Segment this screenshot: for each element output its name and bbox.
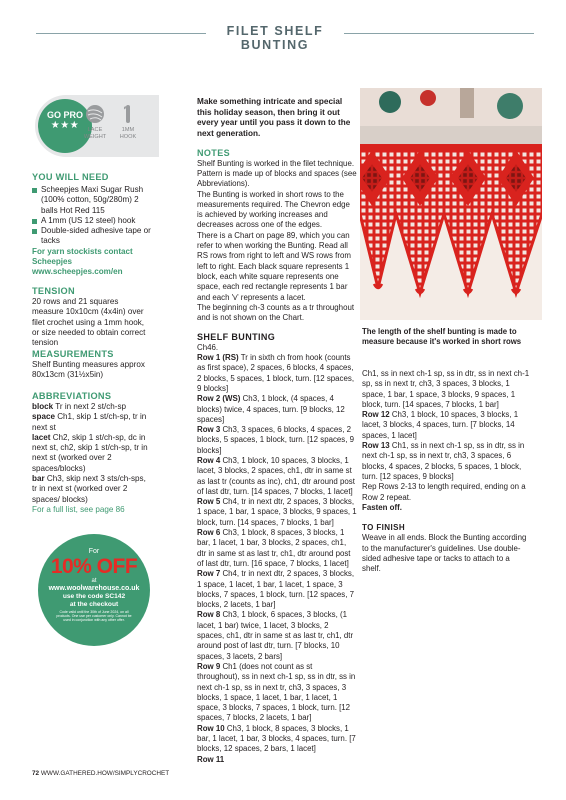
- pattern-row: [197, 610, 357, 661]
- hook-size-info: [109, 104, 147, 141]
- row-label: Row 8: [197, 610, 221, 620]
- yarn-ball-icon: [85, 104, 105, 124]
- row-label: Row 3: [197, 425, 221, 435]
- hook-size-label-1: 1MM: [121, 127, 135, 133]
- tension-text: 20 rows and 21 squares measure 10x10cm (4x4in) over filet crochet using a 1mm hook, or size needed to obtain correct tension: [32, 297, 146, 348]
- bunting-illustration: [360, 88, 542, 320]
- pattern-row: [197, 456, 357, 497]
- discount-offer: [38, 534, 150, 646]
- footer-url[interactable]: WWW.GATHERED.HOW/SIMPLYCROCHET: [40, 770, 170, 777]
- notes-paragraph: Shelf Bunting is worked in the filet technique. Pattern is made up of blocks and spaces (see Abbreviations).: [197, 158, 357, 189]
- row-text: Ch1, ss in next ch-1 sp, ss in dtr, ss in next ch-1 sp, ss in next tr, ch3, 3 spaces, 6 blocks, 4 spaces, 2 blocks, 5 spaces, 1 block, turn. [12 spaces, 9 blocks]: [362, 441, 525, 481]
- row-text-continued: Ch1, ss in next ch-1 sp, ss in dtr, ss in next ch-1 sp, ss in next tr, ch3, 3 spaces, 3 blocks, 1 space, 1 bar, 1 space, 3 blocks, 9 spaces, 1 block, turn. [14 spaces, 7 blocks, 1 bar]: [362, 369, 530, 409]
- star-icons: ★★★: [50, 120, 80, 131]
- abbreviation-item: [32, 433, 152, 474]
- row-text: Ch3, 1 block, (4 spaces, 4 blocks) twice, 4 spaces, turn. [9 blocks, 12 spaces]: [197, 394, 345, 424]
- fasten-off: Fasten off.: [362, 502, 402, 512]
- page-number: 72: [32, 770, 40, 777]
- materials-section: [32, 172, 152, 278]
- skill-level-label: GO PRO: [46, 110, 83, 120]
- row-label: Row 13: [362, 441, 390, 451]
- pattern-repeat: Rep Rows 2-13 to length required, ending on a Row 2 repeat.: [362, 482, 526, 502]
- pattern-heading: SHELF BUNTING: [197, 332, 276, 343]
- pattern-row: [362, 410, 530, 441]
- row-label: Row 10: [197, 723, 225, 733]
- row-label: Row 6: [197, 528, 221, 538]
- watermark: PassionForum.ru: [462, 782, 541, 793]
- finish-text: Weave in all ends. Block the Bunting according to the manufacturer's guidelines. Use double-sided adhesive tape or tacks to attach to a shelf.: [362, 533, 527, 574]
- abbreviation-def: Ch3, skip next 3 sts/ch-sps, tr in next st (worked over 2 spaces/ blocks): [32, 474, 146, 504]
- pattern-row: [197, 724, 357, 755]
- row-text: Ch4, tr in next dtr, 2 spaces, 3 blocks, 1 space, 1 lacet, 1 bar, 1 lacet, 1 space, 3 blocks, 7 spaces, 1 block, turn. [12 spaces, 7 blocks, 2 lacets, 1 bar]: [197, 569, 355, 610]
- notes-paragraph: The beginning ch-3 counts as a tr throughout and is not shown on the Chart.: [197, 302, 355, 323]
- abbreviation-term: lacet: [32, 432, 51, 442]
- row-label: Row 11: [197, 755, 225, 764]
- finish-heading: TO FINISH: [362, 523, 406, 533]
- offer-checkout: at the checkout: [69, 601, 119, 608]
- abbreviation-def: Tr in next 2 st/ch-sp: [55, 402, 127, 411]
- header-rule-left: [36, 33, 206, 34]
- intro-text: Make something intricate and special this holiday season, then bring it out every year until you pass it down to the next generation.: [197, 97, 351, 138]
- row-11-start: [197, 755, 357, 765]
- row-label: Row 5: [197, 497, 221, 507]
- offer-site[interactable]: www.woolwarehouse.co.uk: [48, 585, 140, 592]
- yarn-weight-label-2: WEIGHT: [83, 134, 107, 140]
- pattern-row: [197, 425, 357, 456]
- main-column: [197, 97, 357, 755]
- row-text: Ch3, 1 block, 10 spaces, 3 blocks, 1 lacet, 3 blocks, 4 spaces, turn. [7 blocks, 14 spaces, 1 lacet]: [362, 410, 519, 440]
- page-footer: [32, 770, 169, 777]
- row-text: Ch3, 3 spaces, 6 blocks, 4 spaces, 2 blocks, 5 spaces, 1 block, turn. [12 spaces, 9 blocks]: [197, 425, 355, 455]
- offer-for: For: [88, 548, 100, 555]
- notes-heading: NOTES: [197, 148, 231, 159]
- notes-paragraph: There is a Chart on page 89, which you can refer to when working the Bunting. Read all RS rows from right to left and WS rows from left to right. Each black square represents 1 block, each white square represents one space, each red rectangle represents 1 bar and each 'v' represents a lacet.: [197, 230, 351, 302]
- hook-size-label-2: HOOK: [119, 134, 137, 140]
- offer-at: at: [91, 578, 97, 584]
- pattern-row: [197, 528, 357, 569]
- abbreviations-section: [32, 391, 152, 515]
- header-rule-right: [344, 33, 534, 34]
- pattern-continued: [362, 369, 530, 575]
- page-title: FILET SHELF BUNTING: [226, 24, 324, 52]
- row-text: Tr in sixth ch from hook (counts as first space), 2 spaces, 6 blocks, 4 spaces, 2 blocks, 5 spaces, 1 block, turn. [12 spaces, 9 blocks]: [197, 353, 355, 393]
- yarn-weight-label-1: LACE: [87, 127, 103, 133]
- abbreviation-item: [32, 474, 152, 505]
- abbreviation-item: [32, 402, 152, 412]
- photo-caption: The length of the shelf bunting is made to measure because it's worked in short rows: [362, 327, 522, 346]
- row-label: Row 7: [197, 569, 221, 579]
- offer-code: use the code SC142: [62, 593, 126, 600]
- stockists-brand: Scheepjes: [32, 257, 73, 267]
- abbreviation-item: [32, 412, 152, 433]
- row-label: Row 9: [197, 661, 221, 671]
- row-text: Ch3, 1 block, 10 spaces, 3 blocks, 1 lacet, 3 blocks, 2 spaces, ch1, dtr in same st as last tr (counts as inc), ch1, dtr around post of last dtr, turn. [14 spaces, 7 blocks, 1 lacet]: [197, 455, 355, 496]
- row-label: Row 4: [197, 455, 221, 465]
- abbreviation-term: bar: [32, 474, 45, 484]
- pattern-row: [197, 394, 357, 425]
- abbreviation-term: space: [32, 412, 55, 422]
- pattern-row: [362, 441, 530, 482]
- measurements-heading: MEASUREMENTS: [32, 349, 114, 359]
- abbreviation-term: block: [32, 402, 54, 411]
- measurements-text: Shelf Bunting measures approx 80x13cm (31½x5in): [32, 360, 145, 380]
- materials-item: Scheepjes Maxi Sugar Rush (100% cotton, 50g/280m) 2 balls Hot Red 115: [32, 185, 152, 216]
- row-text: Ch3, 1 block, 8 spaces, 3 blocks, 1 bar, 1 lacet, 1 bar, 3 blocks, 2 spaces, ch1, dtr in same st as last tr, ch1, dtr around post of last dtr, turn. [16 space, 7 blocks, 1 lacet]: [197, 528, 351, 568]
- stockists-line: For yarn stockists contact: [32, 246, 133, 256]
- measurements-section: [32, 349, 152, 381]
- notes-paragraph: The Bunting is worked in short rows to the measurements required. The Chevron edge is achieved by working increases and decreases across one of the edges.: [197, 189, 350, 230]
- row-label: Row 2 (WS): [197, 394, 241, 404]
- row-text: Ch1 (does not count as st throughout), ss in next ch-1 sp, ss in dtr, ss in next ch-1 sp, ss in next tr, ch3, 3 spaces, 3 blocks, 1 space, 1 lacet, 1 bar, 1 lacet, 1 space, 3 blocks, 7 spaces, 1 block, turn. [12 spaces, 7 blocks, 2 lacets, 1 bar]: [197, 661, 356, 723]
- offer-small-print: Code valid until the 30th of June 2024, on all products. One use per customer only. Cannot be used in conjunction with any other offer.: [56, 610, 132, 623]
- row-text: Ch3, 1 block, 8 spaces, 3 blocks, 1 bar, 1 lacet, 1 bar, 3 blocks, 4 spaces, turn. [7 blocks, 12 spaces, 2 bars, 1 lacet]: [197, 723, 356, 754]
- stockists-link[interactable]: www.scheepjes.com/en: [32, 267, 123, 277]
- offer-percent: 10% OFF: [50, 555, 138, 578]
- materials-item: Double-sided adhesive tape or tacks: [32, 226, 152, 247]
- tension-heading: TENSION: [32, 286, 75, 296]
- pattern-start: Ch46.: [197, 342, 219, 352]
- abbreviation-def: Ch2, skip 1 st/ch-sp, dc in next st, ch2, skip 1 st/ch-sp, tr in next st (worked over 2 spaces/blocks): [32, 432, 148, 473]
- row-label: Row 1 (RS): [197, 353, 239, 363]
- pattern-row: [197, 662, 357, 724]
- materials-item: A 1mm (US 12 steel) hook: [32, 216, 152, 226]
- abbreviations-link[interactable]: For a full list, see page 86: [32, 504, 125, 514]
- row-label: Row 12: [362, 410, 390, 420]
- pattern-row: [197, 497, 357, 528]
- crochet-hook-icon: [118, 104, 138, 124]
- you-will-need-heading: YOU WILL NEED: [32, 172, 109, 182]
- abbreviation-def: Ch1, skip 1 st/ch-sp, tr in next st: [32, 412, 147, 432]
- bunting-photo: [360, 88, 542, 320]
- row-text: Ch4, tr in next dtr, 2 spaces, 3 blocks, 1 space, 1 bar, 1 space, 3 blocks, 9 spaces, 1 block, turn. [14 spaces, 7 blocks, 1 bar]: [197, 497, 357, 527]
- tension-section: [32, 286, 152, 348]
- row-text: Ch3, 1 block, 6 spaces, 3 blocks, (1 lacet, 1 bar) twice, 1 lacet, 3 blocks, 2 spaces, ch1, dtr in same st as last tr, ch1, dtr around post of last dtr, turn. [7 blocks, 10 spaces, 3 lacets, 2 bars]: [197, 610, 354, 661]
- pattern-row: [197, 353, 357, 394]
- pattern-row: [197, 569, 357, 610]
- abbreviations-heading: ABBREVIATIONS: [32, 391, 112, 401]
